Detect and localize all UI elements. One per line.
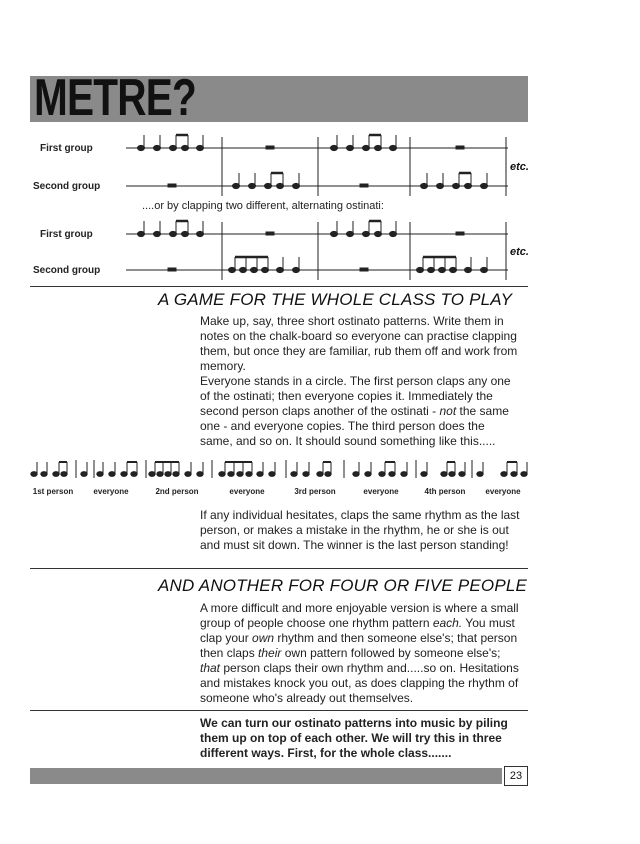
rhythm-label-4: everyone [229, 487, 265, 496]
rhythm-label-5: 3rd person [294, 487, 336, 496]
divider [30, 710, 528, 711]
etc-label-b: etc. [510, 246, 529, 258]
game1-paragraph-1: Make up, say, three short ostinato patterns. Write them in notes on the chalk-board so everyone can practise clapping them, but once they are familiar, rub them off and work from memory. [200, 314, 518, 373]
game2-text-d: own pattern followed by someone else's; [281, 646, 501, 660]
game1-paragraph-3: If any individual hesitates, claps the same rhythm as the last person, or makes a mistake in the rhythm, he or she is out and must sit down. The winner is the last person standing! [200, 508, 520, 552]
page-number: 23 [504, 766, 528, 786]
alternating-ostinati-text: ....or by clapping two different, alternating ostinati: [142, 200, 384, 212]
first-group-label-b: First group [40, 229, 93, 240]
second-group-label-b: Second group [33, 265, 101, 276]
rhythm-label-1: 1st person [32, 487, 74, 496]
footer-bar [30, 768, 502, 784]
second-group-label: Second group [33, 181, 101, 192]
game2-em-1: each. [432, 616, 463, 630]
game2-em-2: own [252, 631, 275, 645]
game2-em-4: that [200, 661, 221, 675]
divider [30, 568, 528, 569]
game2-text-b: You must clap your [200, 616, 515, 645]
game2-text-e: person claps their own rhythm and.....so on. Hesitations and mistakes knock you out, as does clapping the rhythm of someone who's already out themselves. [200, 661, 519, 705]
rhythm-label-8: everyone [485, 487, 521, 496]
rhythm-label-6: everyone [363, 487, 399, 496]
game1-p2-em: not [439, 404, 457, 418]
game1-p2-b: the same one - and everyone copies. The third person does the same, and so on. It should sound something like this..... [200, 404, 509, 448]
closing-paragraph: We can turn our ostinato patterns into music by piling them up on top of each other. We will try this in three different ways. First, for the whole class....... [200, 716, 508, 760]
game2-em-3: their [258, 646, 282, 660]
first-group-label: First group [40, 143, 93, 154]
game2-text-a: A more difficult and more enjoyable version is where a small group of people choose one rhythm pattern [200, 601, 519, 630]
game2-heading: AND ANOTHER FOR FOUR OR FIVE PEOPLE [158, 576, 528, 595]
game2-paragraph [200, 601, 520, 706]
game1-heading: A GAME FOR THE WHOLE CLASS TO PLAY [158, 290, 513, 309]
game1-p2-a: Everyone stands in a circle. The first person claps any one of the ostinati; then everyone copies it. Immediately the second person claps another of the ostinati - [200, 374, 511, 418]
etc-label: etc. [510, 161, 529, 173]
rhythm-label-3: 2nd person [155, 487, 199, 496]
page-title: METRE? [34, 69, 197, 127]
rhythm-label-7: 4th person [424, 487, 466, 496]
rhythm-label-2: everyone [93, 487, 129, 496]
game2-text-c: rhythm and then someone else's; that person then claps [200, 631, 518, 660]
